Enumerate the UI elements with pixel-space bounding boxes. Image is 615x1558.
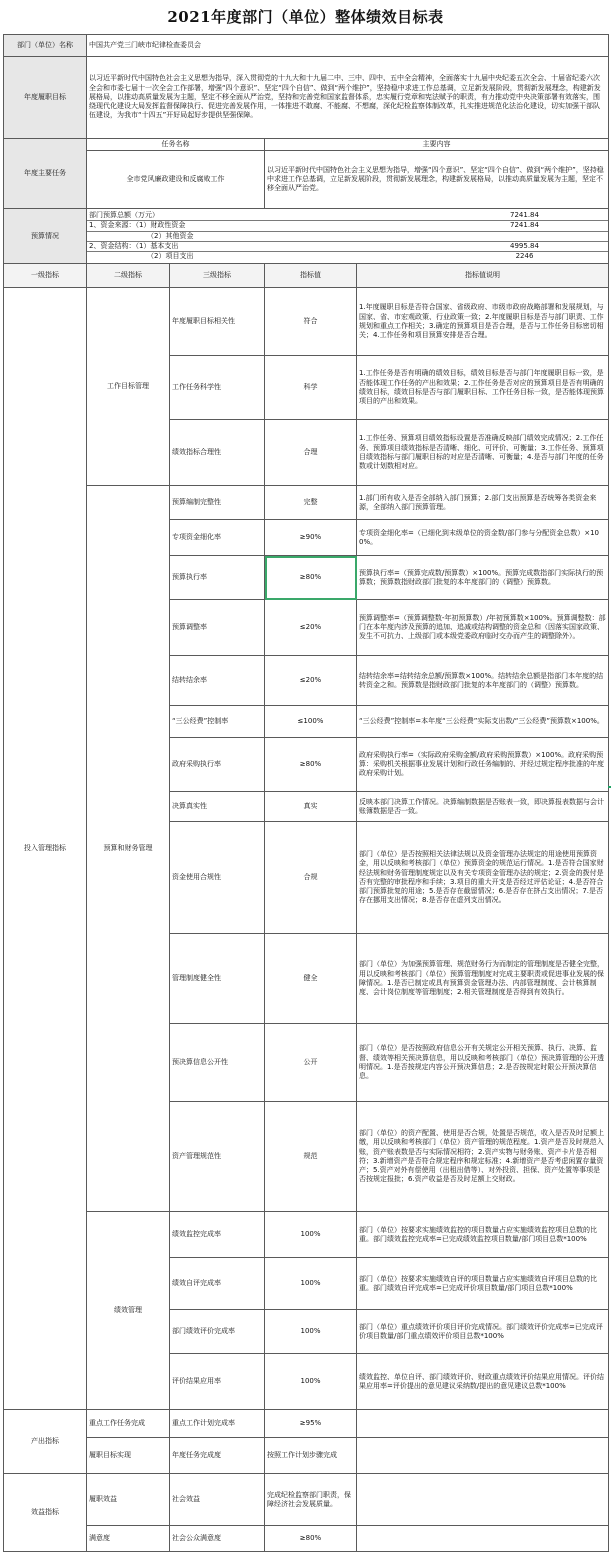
indicator-value: 符合 [265, 288, 357, 356]
indicator-desc: 1.年度履职目标是否符合国家、省级政府、市级市政府战略部署和发展规划，与国家、省、市宏观政策、行业政策一致；2.年度履职目标是否与部门职责、工作规划和重点工作相关；3.确定的预算项目是否合理，是否与工作任务目标密切相关；4.工作任务和项目预算安排是否合理。 [357, 288, 609, 356]
selection-edge-marker [608, 786, 611, 788]
group-duty-target: 履职目标实现 [87, 1438, 170, 1474]
indicator-desc: “三公经费”控制率=本年度“三公经费”实际支出数/“三公经费”预算数×100%。 [357, 706, 609, 738]
table-row [4, 1438, 609, 1474]
task-content-header: 主要内容 [265, 139, 609, 151]
budget-project-label: （2）项目支出 [147, 252, 194, 261]
indicator-name: 政府采购执行率 [170, 738, 265, 792]
indicator-name: 社会公众满意度 [170, 1526, 265, 1552]
indicator-name: 专项资金细化率 [170, 520, 265, 556]
indicator-name: 重点工作计划完成率 [170, 1410, 265, 1438]
table-row [4, 1212, 609, 1258]
indicator-desc [357, 1410, 609, 1438]
indicator-desc: 部门（单位）按要求实施绩效监控的项目数量占应实施绩效监控项目总数的比重。部门绩效监控完成率=已完成绩效监控项目数量/部门项目总数*100% [357, 1212, 609, 1258]
indicator-value: 100% [265, 1258, 357, 1310]
group-output: 产出指标 [4, 1410, 87, 1474]
indicator-name: 决算真实性 [170, 792, 265, 822]
indicator-value: 合理 [265, 420, 357, 486]
indicator-name: 评价结果应用率 [170, 1354, 265, 1410]
table-row [4, 1526, 609, 1552]
indicator-value: 真实 [265, 792, 357, 822]
indicator-value: 科学 [265, 356, 357, 420]
group-touru: 投入管理指标 [4, 288, 87, 1410]
group-benefit: 效益指标 [4, 1474, 87, 1552]
task-name-header: 任务名称 [87, 139, 265, 151]
budget-total-label: 部门预算总额（万元） [87, 211, 357, 221]
group-performance: 绩效管理 [87, 1212, 170, 1410]
performance-target-sheet [3, 0, 608, 1552]
indicator-desc [357, 1474, 609, 1526]
indicator-name: 预决算信息公开性 [170, 1024, 265, 1102]
indicator-desc: 部门（单位）为加强预算管理、规范财务行为而制定的管理制度是否健全完整，用以反映和考核部门（单位）预算管理制度对完成主要职责或促进事业发展的保障情况。1.是否已制定或具有预算资金管理办法、内部管理制度、会计核算制度、会计岗位制度等管理制度；2.相关管理制度是否得到有效执行。 [357, 934, 609, 1024]
indicator-value: 100% [265, 1354, 357, 1410]
indicator-name: 预算编制完整性 [170, 486, 265, 520]
indicator-value: 健全 [265, 934, 357, 1024]
group-duty-effect: 履职效益 [87, 1474, 170, 1526]
group-key-task: 重点工作任务完成 [87, 1410, 170, 1438]
indicator-name: 绩效指标合理性 [170, 420, 265, 486]
goals-table [3, 34, 609, 1552]
budget-basic-value: 4995.84 [357, 241, 609, 251]
budget-fiscal-value: 7241.84 [357, 221, 609, 231]
header-level3: 三级指标 [170, 264, 265, 288]
indicator-desc: 部门（单位）按要求实施绩效自评的项目数量占应实施绩效自评项目总数的比重。部门绩效自评完成率=已完成评价项目数量/部门项目总数*100% [357, 1258, 609, 1310]
budget-other-value [357, 231, 609, 241]
main-tasks-label: 年度主要任务 [4, 139, 87, 209]
dept-value: 中国共产党三门峡市纪律检查委员会 [87, 35, 609, 57]
indicator-desc: 政府采购执行率=（实际政府采购金额/政府采购预算数）×100%。政府采购预算：采购机关根据事业发展计划和行政任务编制的、并经过规定程序批准的年度政府采购计划。 [357, 738, 609, 792]
indicator-name: 社会效益 [170, 1474, 265, 1526]
indicator-desc [357, 1438, 609, 1474]
indicator-desc [357, 1526, 609, 1552]
annual-goal-label: 年度履职目标 [4, 57, 87, 139]
budget-other-label: （2）其他资金 [87, 231, 357, 241]
indicator-desc: 反映本部门决算工作情况。决算编制数据是否账表一致，即决算报表数据与会计账簿数据是否一致。 [357, 792, 609, 822]
indicator-value: 100% [265, 1212, 357, 1258]
selected-cell[interactable]: ≥80% [265, 556, 357, 600]
budget-label: 预算情况 [4, 209, 87, 264]
budget-fiscal-label: 1、资金来源：（1）财政性资金 [87, 221, 357, 231]
indicator-value: 完整 [265, 486, 357, 520]
indicator-value: 完成纪检监察部门职责，保障经济社会发展质量。 [265, 1474, 357, 1526]
indicator-name: 预算调整率 [170, 600, 265, 656]
indicator-desc: 部门（单位）的资产配置、使用是否合规，处置是否规范，收入是否及时足额上缴，用以反映和考核部门（单位）资产管理的规范程度。1.资产是否及时规范入账，资产账表数是否与实际情况相符；2.资产实物与财务账、资产卡片是否相符；3.新增资产是否符合规定程序和规定标准；4.新增资产是否考虑闲置存量资产；5.资产对外有偿使用（出租出借等）、对外投资、担保、资产处置等事项是否按规定报批；6.资产收益是否及时足额上交财政。 [357, 1102, 609, 1212]
budget-project-value: 2246 [515, 252, 534, 261]
indicator-name: 绩效监控完成率 [170, 1212, 265, 1258]
indicator-name: 部门绩效评价完成率 [170, 1310, 265, 1354]
header-level2: 二级指标 [87, 264, 170, 288]
indicator-name: 工作任务科学性 [170, 356, 265, 420]
indicator-value: ≥95% [265, 1410, 357, 1438]
table-row [4, 1410, 609, 1438]
dept-label: 部门（单位）名称 [4, 35, 87, 57]
indicator-name: 管理制度健全性 [170, 934, 265, 1024]
indicator-value: ≤20% [265, 600, 357, 656]
indicator-value: 公开 [265, 1024, 357, 1102]
indicator-value: ≤20% [265, 656, 357, 706]
indicator-desc: 绩效监控、单位自评、部门绩效评价、财政重点绩效评价结果应用情况。评价结果应用率=评价提出的意见建议采纳数/提出的意见建议总数*100% [357, 1354, 609, 1410]
indicator-value: 规范 [265, 1102, 357, 1212]
indicator-name: “三公经费”控制率 [170, 706, 265, 738]
indicator-desc: 专项资金细化率=（已细化到末级单位的资金数/部门参与分配资金总数）×100%。 [357, 520, 609, 556]
indicator-name: 结转结余率 [170, 656, 265, 706]
indicator-value: 100% [265, 1310, 357, 1354]
annual-goal-text: 以习近平新时代中国特色社会主义思想为指导，深入贯彻党的十九大和十九届二中、三中、四中、五中全会精神，全面落实十九届中央纪委五次全会、十届省纪委六次全会和市委七届十一次全会工作部署，增强“四个意识”、坚定“四个自信”、做到“两个维护”，坚持稳中求进工作总基调，立足新发展阶段，贯彻新发展理念，构建新发展格局，以推动高质量发展为主题，坚定不移全面从严治党，坚持和完善党和国家监督体系，忠实履行党章和宪法赋予的职责，有力推动党中央决策部署有效落实，围绕现代化建设大局发挥监督保障执行、促进完善发展作用，一体推进不敢腐、不能腐、不想腐，深化纪检监察体制改革，扎实推进规范化法治化建设，切实加强干部队伍建设，为我市“十四五”开好局起好步提供坚强保障。 [87, 57, 609, 139]
budget-breakdown [87, 211, 609, 261]
header-value: 指标值 [265, 264, 357, 288]
group-budget-finance: 预算和财务管理 [87, 486, 170, 1212]
indicator-name: 预算执行率 [170, 556, 265, 600]
table-row [4, 288, 609, 356]
indicator-name: 年度履职目标相关性 [170, 288, 265, 356]
indicator-desc: 预算调整率=（预算调整数-年初预算数）/年初预算数×100%。预算调整数：部门在本年度内涉及预算的追加、追减或结构调整的资金总和（因落实国家政策、发生不可抗力、上级部门或本级党委政府临时交办而产生的调整除外）。 [357, 600, 609, 656]
group-satisfaction: 满意度 [87, 1526, 170, 1552]
task-content: 以习近平新时代中国特色社会主义思想为指导，增强“四个意识”、坚定“四个自信”、做到“两个维护”，坚持稳中求进工作总基调，立足新发展阶段，贯彻新发展理念，构建新发展格局，以推动高质量发展为主题，坚定不移全面从严治党。 [265, 151, 609, 209]
header-level1: 一级指标 [4, 264, 87, 288]
indicator-desc: 预算执行率=（预算完成数/预算数）×100%。预算完成数指部门实际执行的预算数；预算数指财政部门批复的本年度部门的（调整）预算数。 [357, 556, 609, 600]
indicator-desc: 结转结余率=结转结余总额/预算数×100%。结转结余总额是指部门本年度的结转资金之和。预算数是指财政部门批复的本年度部门的（调整）预算数。 [357, 656, 609, 706]
task-name: 全市党风廉政建设和反腐败工作 [87, 151, 265, 209]
indicator-value: ≥80% [265, 1526, 357, 1552]
indicator-value: ≥90% [265, 520, 357, 556]
sheet-title: 2021年度部门（单位）整体绩效目标表 [167, 8, 444, 26]
indicator-value: 合规 [265, 822, 357, 934]
budget-total-value: 7241.84 [357, 211, 609, 221]
indicator-desc: 1.工作任务是否有明确的绩效目标，绩效目标是否与部门年度履职目标一致，是否能体现工作任务的产出和效果；2.工作任务是否对应的预算项目是否有明确的绩效目标，绩效目标是否与部门履职目标、工作任务目标一致，是否能体现预算项目的产出和效果。 [357, 356, 609, 420]
indicator-desc: 部门（单位）是否按照政府信息公开有关规定公开相关预算、执行、决算、监督、绩效等相关预决算信息，用以反映和考核部门（单位）预决算管理的公开透明情况。1.是否按规定内容公开预决算信息；2.是否按规定时限公开预决算信息。 [357, 1024, 609, 1102]
indicator-name: 绩效自评完成率 [170, 1258, 265, 1310]
table-row [4, 1474, 609, 1526]
indicator-name: 资金使用合规性 [170, 822, 265, 934]
header-description: 指标值说明 [357, 264, 609, 288]
budget-basic-label: 2、资金结构：（1）基本支出 [87, 241, 357, 251]
indicator-value: ≤100% [265, 706, 357, 738]
indicator-desc: 1.工作任务、预算项目绩效指标设置是否准确反映部门绩效完成情况；2.工作任务、预算项目绩效指标是否清晰、细化、可评价、可衡量；3.工作任务、预算项目绩效指标与部门履职目标的对应是否清晰、可衡量；4.是否与部门年度的任务数或计划数相对应。 [357, 420, 609, 486]
table-row [4, 486, 609, 520]
indicator-desc: 1.部门所有收入是否全部纳入部门预算；2.部门支出预算是否统筹各类资金来源，全部纳入部门预算管理。 [357, 486, 609, 520]
indicator-desc: 部门（单位）是否按照相关法律法规以及资金管理办法规定的用途使用预算资金，用以反映和考核部门（单位）预算资金的规范运行情况。1.是否符合国家财经法规和财务管理制度规定以及有关专项资金管理办法的规定；2.资金的拨付是否有完整的审批程序和手续；3.项目的重大开支是否经过评估论证；4.是否符合部门预算批复的用途；5.是否存在截留情况；6.是否存在挤占支出情况；7.是否存在挪用支出情况；8.是否存在虚列支出情况。 [357, 822, 609, 934]
indicator-desc: 部门（单位）重点绩效评价项目评价完成情况。部门绩效评价完成率=已完成评价项目数量/部门重点绩效评价项目总数*100% [357, 1310, 609, 1354]
group-work-target: 工作目标管理 [87, 288, 170, 486]
indicator-value: 按照工作计划步骤完成 [265, 1438, 357, 1474]
indicator-value: ≥80% [265, 738, 357, 792]
indicator-name: 资产管理规范性 [170, 1102, 265, 1212]
indicator-name: 年度任务完成度 [170, 1438, 265, 1474]
